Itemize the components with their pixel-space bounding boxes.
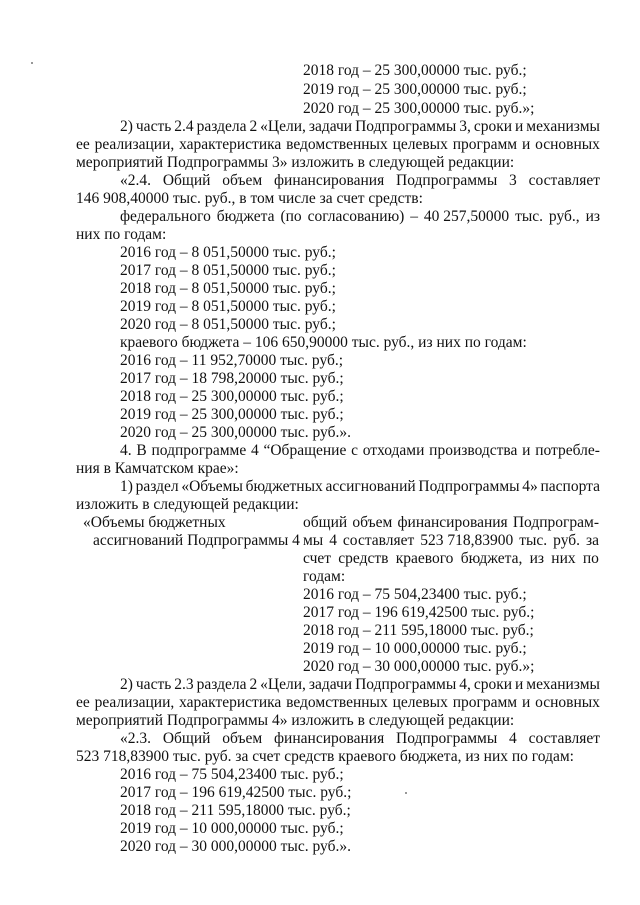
word: финансирования (274, 172, 385, 189)
word: ее (76, 694, 90, 711)
word: подпрограмме (151, 442, 247, 459)
year-line: 2018 год – 8 051,50000 тыс. руб.; (120, 280, 336, 297)
year-line: 2018 год – 211 595,18000 тыс. руб.; (120, 802, 351, 819)
word: краевого (395, 550, 454, 567)
paragraph-line: 146 908,40000 тыс. руб., в том числе за счет средств: (76, 190, 423, 207)
paragraph-line: мероприятий Подпрограммы 3» изложить в следующей редакции: (76, 154, 515, 171)
word: 40 257,50000 (423, 208, 510, 225)
word: механизмы (526, 118, 600, 135)
paragraph-line (120, 730, 600, 748)
paragraph-line (120, 172, 600, 190)
year-line: 2016 год – 75 504,23400 тыс. руб.; (120, 766, 344, 783)
word: паспорта (540, 478, 600, 495)
word: составляет (528, 730, 600, 747)
word: ведомственных (286, 136, 388, 153)
word: «Объемы (181, 478, 243, 495)
year-line: 2018 год – 25 300,00000 тыс. руб.; (303, 62, 527, 79)
word: 4 (250, 442, 259, 459)
word: с (351, 442, 358, 459)
word: Общий (162, 172, 211, 189)
word: финансирования (397, 514, 508, 531)
paragraph-line (120, 478, 600, 496)
word: 4. (120, 442, 132, 459)
word: и (522, 442, 531, 459)
year-line: 2020 год – 25 300,00000 тыс. руб.»; (303, 100, 535, 117)
paragraph-line (76, 694, 600, 712)
paragraph-line: краевого бюджета – 106 650,90000 тыс. руб., из них по годам: (120, 334, 527, 351)
word: 3, (459, 118, 471, 135)
paragraph-line (120, 208, 600, 226)
scan-speck (31, 62, 33, 64)
word: ассигнований (325, 478, 416, 495)
word: из (529, 550, 545, 567)
word: объем (222, 172, 263, 189)
year-line: 2018 год – 25 300,00000 тыс. руб.; (120, 388, 344, 405)
word: общий (303, 514, 348, 531)
word: объем (222, 730, 263, 747)
table-right-line (303, 550, 599, 568)
word: потребле- (535, 442, 600, 459)
word: «Цели, (260, 676, 306, 693)
table-right-line: годам: (303, 568, 346, 585)
word: финансирования (274, 730, 385, 747)
word: целевых (392, 694, 448, 711)
word: «2.4. (120, 172, 151, 189)
year-line: 2020 год – 8 051,50000 тыс. руб.; (120, 316, 336, 333)
word: средств (338, 550, 389, 567)
year-line: 2016 год – 11 952,70000 тыс. руб.; (120, 352, 344, 369)
word: бюджета (216, 208, 275, 225)
word: 2.4 (174, 118, 194, 135)
word: Подпрограммы (396, 172, 498, 189)
word: основных (535, 694, 600, 711)
year-line: 2019 год – 25 300,00000 тыс. руб.; (303, 81, 527, 98)
year-line: 2016 год – 75 504,23400 тыс. руб.; (303, 586, 527, 603)
year-line: 2020 год – 25 300,00000 тыс. руб.». (120, 424, 351, 441)
table-right-line (303, 514, 599, 532)
table-right-line (303, 532, 599, 550)
word: 1) (120, 478, 133, 495)
word: счет (303, 550, 332, 567)
word: программ (452, 136, 518, 153)
word: реализации, (94, 694, 175, 711)
word: целевых (392, 136, 448, 153)
word: согласованию) (307, 208, 405, 225)
year-line: 2019 год – 10 000,00000 тыс. руб.; (120, 820, 344, 837)
word: 4 (509, 730, 517, 747)
word: – (410, 208, 418, 225)
word: тыс. (519, 532, 548, 549)
word: 2 (249, 676, 258, 693)
paragraph-line (76, 136, 600, 154)
word: за (585, 532, 599, 549)
word: 523 718,83900 (420, 532, 514, 549)
year-line: 2017 год – 196 619,42500 тыс. руб.; (120, 784, 352, 801)
word: 4 (329, 532, 337, 549)
word: руб., (548, 208, 580, 225)
word: раздел (135, 478, 179, 495)
word: характеристика (179, 136, 282, 153)
word: «Цели, (260, 118, 306, 135)
word: отходами (362, 442, 425, 459)
word: 2 (249, 118, 258, 135)
word: (по (280, 208, 302, 225)
word: тыс. (515, 208, 544, 225)
word: и (521, 694, 531, 711)
word: В (136, 442, 147, 459)
year-line: 2016 год – 8 051,50000 тыс. руб.; (120, 244, 336, 261)
word: сроки (473, 676, 513, 693)
word: реализации, (94, 136, 175, 153)
word: них (551, 550, 576, 567)
word: задачи (308, 118, 353, 135)
word: “Обращение (263, 442, 347, 459)
paragraph-line: 523 718,83900 тыс. руб. за счет средств краевого бюджета, из них по годам: (76, 748, 574, 765)
word: и (515, 676, 524, 693)
paragraph-line: них по годам: (76, 226, 167, 243)
word: часть (135, 118, 172, 135)
year-line: 2019 год – 8 051,50000 тыс. руб.; (120, 298, 336, 315)
word: объем (352, 514, 393, 531)
year-line: 2018 год – 211 595,18000 тыс. руб.; (303, 622, 534, 639)
word: Подпрограммы (418, 478, 520, 495)
word: сроки (473, 118, 513, 135)
paragraph-line: мероприятий Подпрограммы 4» изложить в следующей редакции: (76, 712, 515, 729)
word: ведомственных (286, 694, 388, 711)
word: ее (76, 136, 90, 153)
year-line: 2020 год – 30 000,00000 тыс. руб.». (120, 838, 351, 855)
word: часть (135, 676, 172, 693)
scan-speck (405, 792, 407, 794)
word: 2.3 (174, 676, 194, 693)
year-line: 2019 год – 25 300,00000 тыс. руб.; (120, 406, 344, 423)
word: и (515, 118, 524, 135)
word: бюджетных (245, 478, 323, 495)
word: составляет (342, 532, 415, 549)
word: программ (452, 694, 518, 711)
word: задачи (308, 676, 353, 693)
table-left-cell: «Объемы бюджетных (83, 514, 226, 531)
word: 2) (120, 118, 133, 135)
word: руб. (553, 532, 581, 549)
word: бюджета, (460, 550, 523, 567)
word: 4, (459, 676, 471, 693)
paragraph-line (120, 118, 600, 136)
word: раздела (196, 676, 247, 693)
word: производства (429, 442, 518, 459)
year-line: 2017 год – 18 798,20000 тыс. руб.; (120, 370, 344, 387)
year-line: 2017 год – 196 619,42500 тыс. руб.; (303, 604, 535, 621)
word: по (582, 550, 599, 567)
paragraph-line: ния в Камчатском крае»: (76, 460, 239, 477)
word: 2) (120, 676, 133, 693)
paragraph-line: изложить в следующей редакции: (76, 496, 299, 513)
year-line: 2017 год – 8 051,50000 тыс. руб.; (120, 262, 336, 279)
paragraph-line (120, 442, 600, 460)
year-line: 2019 год – 10 000,00000 тыс. руб.; (303, 640, 527, 657)
word: характеристика (179, 694, 282, 711)
table-left-cell: ассигнований Подпрограммы 4 (93, 532, 300, 549)
word: 4» (522, 478, 538, 495)
word: Подпрограм- (512, 514, 599, 531)
word: «2.3. (120, 730, 151, 747)
word: раздела (196, 118, 247, 135)
word: Подпрограммы (396, 730, 498, 747)
word: основных (535, 136, 600, 153)
word: из (585, 208, 600, 225)
word: Подпрограммы (355, 118, 457, 135)
word: федерального (120, 208, 211, 225)
word: Общий (162, 730, 211, 747)
word: Подпрограммы (355, 676, 457, 693)
word: мы (303, 532, 324, 549)
year-line: 2020 год – 30 000,00000 тыс. руб.»; (303, 658, 535, 675)
word: 3 (509, 172, 517, 189)
word: и (521, 136, 531, 153)
paragraph-line (120, 676, 600, 694)
word: составляет (528, 172, 600, 189)
word: механизмы (526, 676, 600, 693)
